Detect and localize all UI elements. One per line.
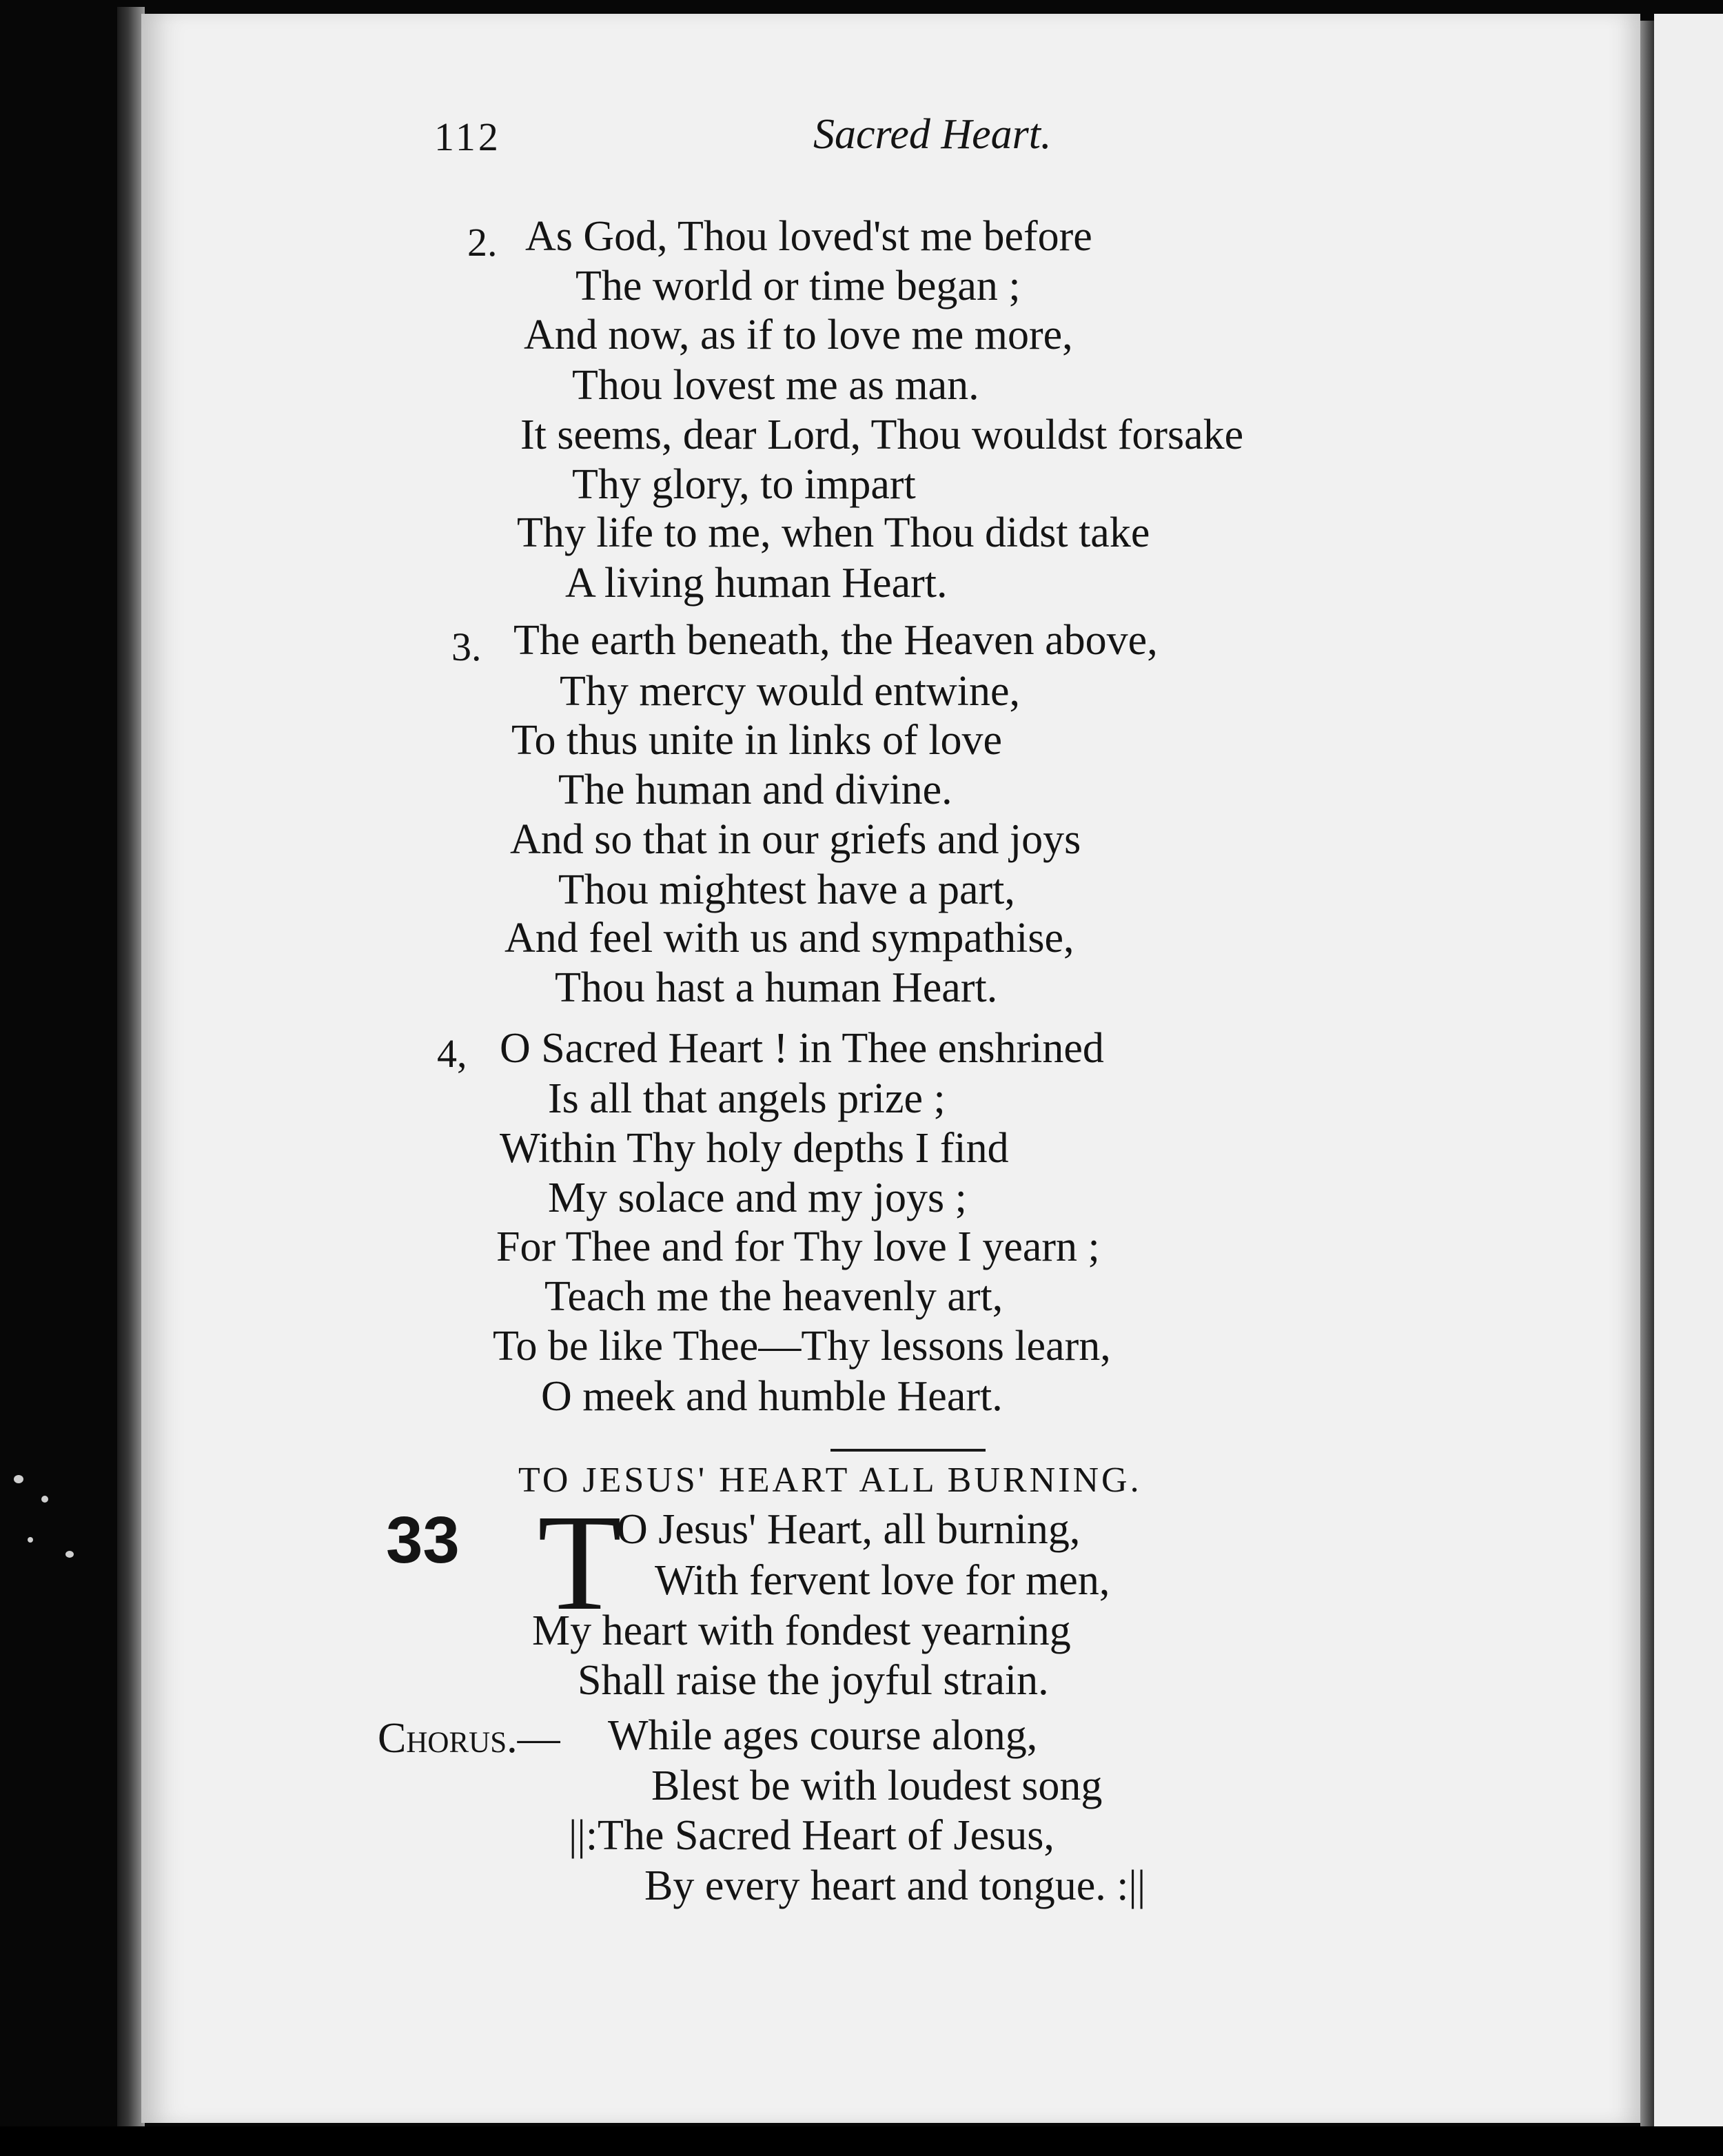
verse-line: The human and divine.	[558, 766, 952, 813]
hymn-number: 33	[386, 1503, 460, 1577]
chorus-label: Chorus.—	[378, 1715, 560, 1762]
verse-line: O Jesus' Heart, all burning,	[617, 1506, 1081, 1553]
facing-page-edge	[1654, 14, 1723, 2137]
book-spine-shadow	[117, 7, 145, 2130]
scan-speck	[41, 1496, 48, 1503]
chorus-line: While ages course along,	[608, 1712, 1038, 1759]
verse-line: Thou mightest have a part,	[558, 866, 1015, 913]
verse-line: Teach me the heavenly art,	[544, 1273, 1003, 1320]
verse-line: Is all that angels prize ;	[548, 1075, 946, 1122]
drop-cap: T	[538, 1487, 622, 1639]
chorus-line: Blest be with loudest song	[651, 1762, 1103, 1809]
verse-line: A living human Heart.	[565, 560, 948, 607]
verse-line: Thy life to me, when Thou didst take	[517, 509, 1150, 556]
verse-line: Thy mercy would entwine,	[560, 668, 1021, 715]
stanza-number: 3.	[451, 624, 482, 669]
chorus-line: By every heart and tongue. :||	[644, 1862, 1146, 1909]
scan-speck	[14, 1475, 23, 1483]
verse-line: Shall raise the joyful strain.	[578, 1657, 1049, 1704]
page-gutter	[1640, 21, 1654, 2137]
running-head: Sacred Heart.	[813, 111, 1052, 158]
verse-line: O Sacred Heart ! in Thee enshrined	[500, 1025, 1104, 1072]
hymn-title: TO JESUS' HEART ALL BURNING.	[518, 1461, 1142, 1500]
scan-border	[0, 2126, 1723, 2156]
verse-line: Within Thy holy depths I find	[500, 1125, 1009, 1172]
verse-line: To thus unite in links of love	[511, 717, 1003, 764]
verse-line: And now, as if to love me more,	[524, 312, 1073, 358]
page-number: 112	[434, 114, 501, 159]
verse-line: Thou lovest me as man.	[572, 362, 979, 409]
verse-line: And feel with us and sympathise,	[504, 915, 1074, 962]
stanza-number: 2.	[467, 220, 498, 265]
verse-line: My heart with fondest yearning	[532, 1607, 1071, 1654]
verse-line: The earth beneath, the Heaven above,	[513, 617, 1158, 664]
verse-line: My solace and my joys ;	[548, 1174, 967, 1221]
verse-line: For Thee and for Thy love I yearn ;	[496, 1223, 1100, 1270]
chorus-line: ||:The Sacred Heart of Jesus,	[569, 1812, 1054, 1859]
verse-line: Thou hast a human Heart.	[555, 964, 998, 1011]
verse-line: O meek and humble Heart.	[541, 1373, 1003, 1420]
section-divider	[830, 1449, 986, 1452]
verse-line: And so that in our griefs and joys	[510, 816, 1081, 863]
verse-line: With fervent love for men,	[655, 1557, 1110, 1604]
scan-speck	[28, 1537, 33, 1543]
verse-line: The world or time began ;	[575, 263, 1021, 309]
stanza-number: 4,	[437, 1031, 467, 1076]
verse-line: It seems, dear Lord, Thou wouldst forsake	[520, 411, 1244, 458]
verse-line: Thy glory, to impart	[572, 461, 916, 508]
verse-line: As God, Thou loved'st me before	[525, 213, 1092, 260]
verse-line: To be like Thee—Thy lessons learn,	[493, 1323, 1111, 1370]
scan-speck	[65, 1551, 74, 1558]
